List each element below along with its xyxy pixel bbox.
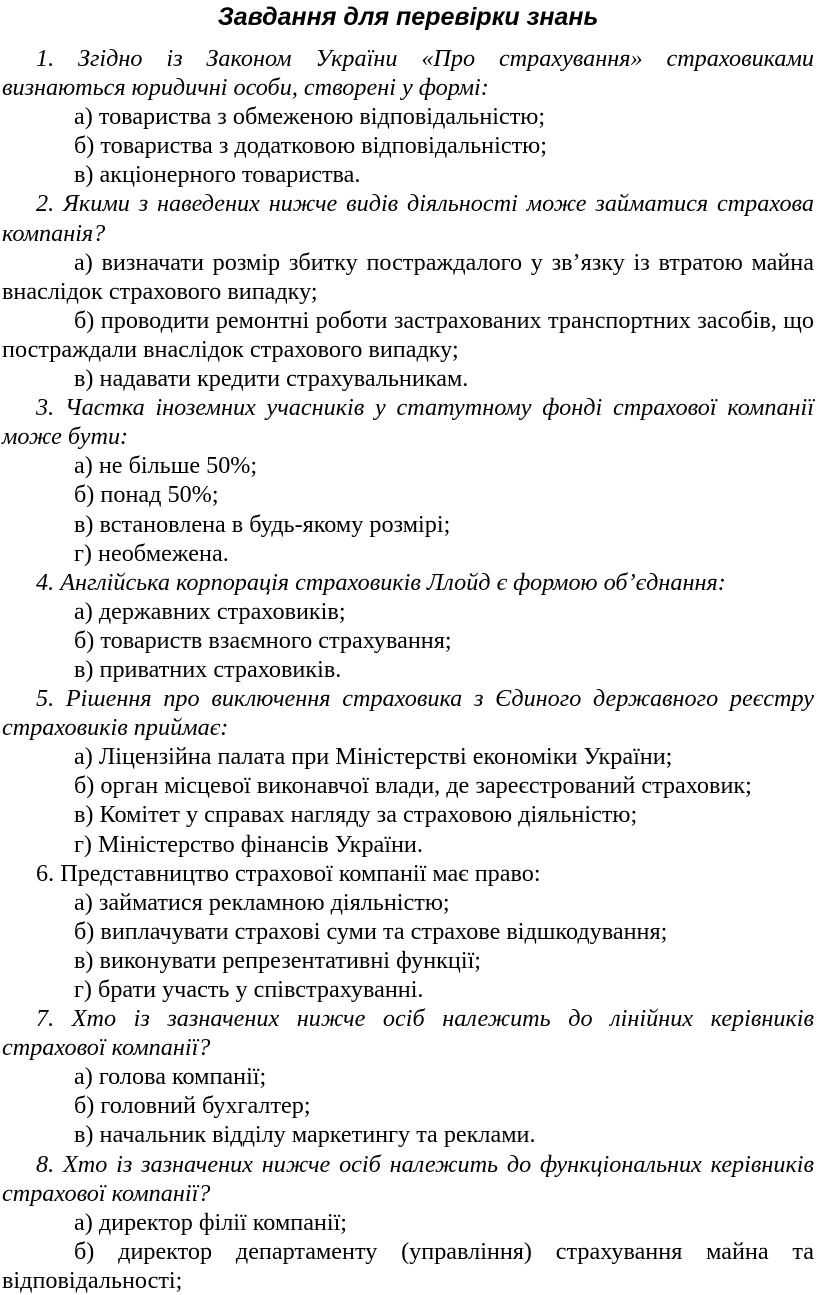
question-3-option-d: г) необмежена. [74,539,229,567]
question-2-option-a: а) визначати розмір збитку постраждалого у зв’язку із втратою майна внаслідок страхового випадку; [2,248,814,305]
question-6-option-a: а) займатися рекламною діяльністю; [74,888,450,916]
question-5-option-b: б) орган місцевої виконавчої влади, де зареєстрований страховик; [74,772,752,800]
question-3-option-b: б) понад 50%; [74,481,219,509]
question-5-option-d: г) Міністерство фінансів України. [74,830,423,858]
question-8: 8. Хто із зазначених нижче осіб належить до функціональних керівників страхової компанії? [2,1150,814,1207]
question-1-option-b: б) товариства з додатковою відповідальністю; [74,132,547,160]
question-8-option-b: б) директор департаменту (управління) страхування майна та відповідальності; [2,1237,814,1294]
question-5-option-c: в) Комітет у справах нагляду за страховою діяльністю; [74,801,638,829]
question-3-option-a: а) не більше 50%; [74,452,258,480]
question-5: 5. Рішення про виключення страховика з Єдиного державного реєстру страховиків приймає: [2,685,814,742]
question-1: 1. Згідно із Законом України «Про страхування» страховиками визнаються юридичні особи, створені у формі: [2,45,814,102]
question-4-option-c: в) приватних страховиків. [74,655,342,683]
question-7: 7. Хто із зазначених нижче осіб належить до лінійних керівників страхової компанії? [2,1005,814,1062]
question-3: 3. Частка іноземних учасників у статутному фонді страхової компанії може бути: [2,394,814,451]
question-4-option-b: б) товариств взаємного страхування; [74,626,452,654]
questions-list [2,44,814,1295]
question-7-option-b: б) головний бухгалтер; [74,1092,311,1120]
question-1-option-c: в) акціонерного товариства. [74,161,361,189]
question-6-option-c: в) виконувати репрезентативні функції; [74,946,482,974]
question-2-option-b: б) проводити ремонтні роботи застрахованих транспортних засобів, що постраждали внаслідок страхового випадку; [2,306,814,363]
question-5-option-a: а) Ліцензійна палата при Міністерстві економіки України; [74,743,673,771]
question-2-option-c: в) надавати кредити страхувальникам. [74,365,469,393]
question-6-option-d: г) брати участь у співстрахуванні. [74,976,424,1003]
question-2: 2. Якими з наведених нижче видів діяльності може займатися страхова компанія? [2,190,814,247]
question-7-option-c: в) начальник відділу маркетингу та реклами. [74,1121,536,1149]
question-7-option-a: а) голова компанії; [74,1063,267,1091]
question-6: 6. Представництво страхової компанії має право: [36,859,541,887]
page-title: Завдання для перевірки знань [217,3,599,31]
question-1-option-a: а) товариства з обмеженою відповідальністю; [74,103,546,131]
question-8-option-a: а) директор філії компанії; [74,1208,348,1236]
question-4-option-a: а) державних страховиків; [74,597,346,625]
question-3-option-c: в) встановлена в будь-якому розмірі; [74,510,451,538]
question-6-option-b: б) виплачувати страхові суми та страхове відшкодування; [74,917,668,945]
question-4: 4. Англійська корпорація страховиків Ллойд є формою об’єднання: [36,568,726,596]
